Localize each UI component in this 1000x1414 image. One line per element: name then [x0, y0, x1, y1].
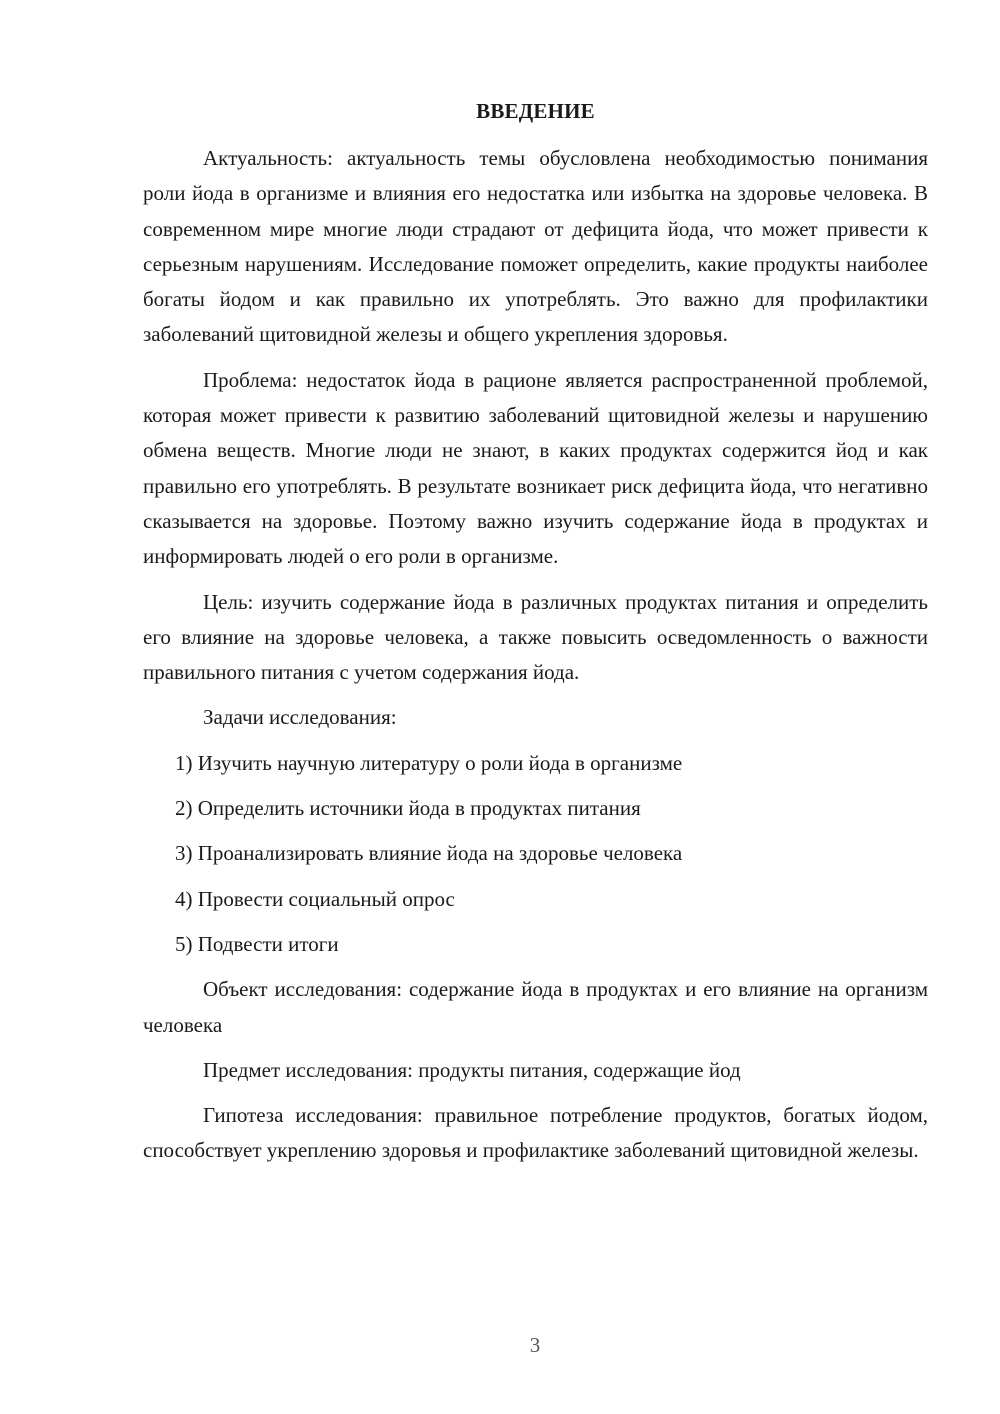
list-item: 4) Провести социальный опрос: [175, 886, 455, 911]
list-item: 5) Подвести итоги: [175, 931, 339, 956]
list-item: 2) Определить источники йода в продуктах питания: [175, 796, 641, 821]
list-item: 3) Проанализировать влияние йода на здоровье человека: [175, 841, 683, 866]
page-number: 3: [529, 1333, 541, 1357]
section-heading: ВВЕДЕНИЕ: [476, 99, 595, 123]
relevance-paragraph: Актуальность: актуальность темы обусловлена необходимостью понимания роли йода в организме и влияния его недостатка или избытка на здоровье человека. В современном мире многие люди страдают от дефицита йода, что может привести к серьезным нарушениям. Исследование поможет определить, какие продукты наиболее богаты йодом и как правильно их употреблять. Это важно для профилактики заболеваний щитовидной железы и общего укрепления здоровья.: [143, 146, 928, 347]
tasks-list: [143, 746, 928, 962]
goal-paragraph: Цель: изучить содержание йода в различных продуктах питания и определить его влияние на здоровье человека, а также повысить осведомленность о важности правильного питания с учетом содержания йода.: [143, 589, 928, 685]
hypothesis-paragraph: Гипотеза исследования: правильное потребление продуктов, богатых йодом, способствует укреплению здоровья и профилактике заболеваний щитовидной железы.: [143, 1103, 928, 1163]
object-paragraph: Объект исследования: содержание йода в продуктах и его влияние на организм человека: [143, 977, 928, 1037]
subject-paragraph: Предмет исследования: продукты питания, содержащие йод: [203, 1057, 741, 1082]
document-page: [143, 94, 928, 1169]
tasks-label: Задачи исследования:: [203, 705, 397, 730]
problem-paragraph: Проблема: недостаток йода в рационе является распространенной проблемой, которая может привести к развитию заболеваний щитовидной железы и нарушению обмена веществ. Многие люди не знают, в каких продуктах содержится йод и как правильно его употреблять. В результате возникает риск дефицита йода, что негативно сказывается на здоровье. Поэтому важно изучить содержание йода в продуктах и информировать людей о его роли в организме.: [143, 367, 928, 569]
list-item: 1) Изучить научную литературу о роли йода в организме: [175, 750, 683, 775]
